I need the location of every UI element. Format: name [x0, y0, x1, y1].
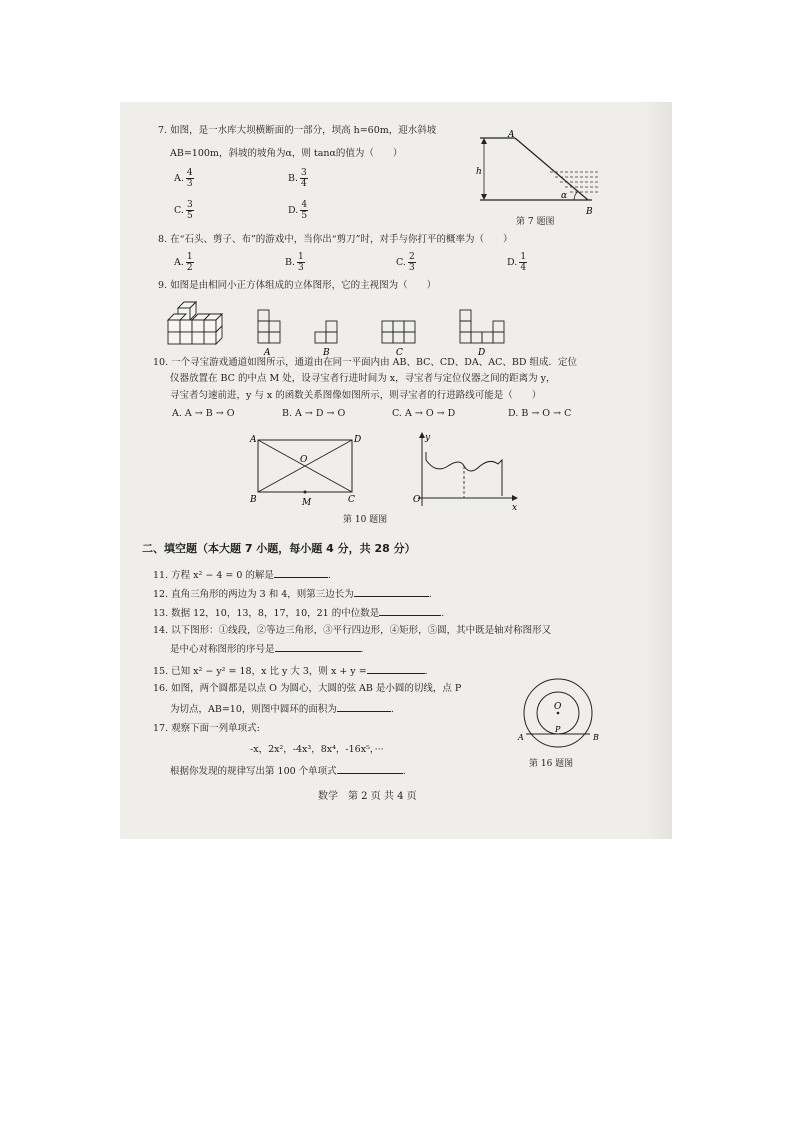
q7-option-b: B. $\frac{3}{4}$: [288, 168, 307, 189]
q10-option-a: A. A → B → O: [172, 408, 235, 419]
q16-caption: 第 16 题图: [529, 759, 574, 769]
q8-option-b: B. $\frac{1}{3}$: [285, 252, 304, 273]
q7-caption: 第 7 题图: [516, 217, 555, 227]
q12-line: 12. 直角三角形的两边为 3 和 4，则第三边长为 .: [153, 586, 432, 601]
q14-line1: 14. 以下图形：①线段，②等边三角形，③平行四边形，④矩形，⑤圆，其中既是轴对称图形又: [153, 625, 552, 636]
q8-option-c: C. $\frac{2}{3}$: [396, 252, 415, 273]
q9-view-a: [258, 310, 280, 343]
q14-answer-blank[interactable]: [275, 641, 361, 652]
q10-label-c: C: [348, 495, 355, 505]
q13-line: 13. 数据 12，10，13，8，17，10，21 的中位数是 .: [153, 605, 444, 620]
q9-view-d: [460, 310, 504, 343]
q7-label-a: A: [508, 130, 515, 140]
q11-line: 11. 方程 x² − 4 = 0 的解是 .: [153, 567, 331, 582]
q17-line3: 根据你发现的规律写出第 100 个单项式 .: [170, 763, 406, 778]
q10-axis-x: x: [512, 503, 518, 513]
section-2-heading: 二、填空题（本大题 7 小题，每小题 4 分，共 28 分）: [142, 542, 416, 555]
q9-label-b: B: [323, 348, 330, 358]
q17-line1: 17. 观察下面一列单项式:: [153, 723, 260, 734]
scanned-exam-page: [120, 102, 672, 839]
q16-label-a: A: [518, 733, 524, 742]
page-edge-shadow: [644, 102, 672, 839]
q10-label-a: A: [250, 435, 257, 445]
q10-label-d: D: [354, 435, 362, 445]
q12-answer-blank[interactable]: [354, 586, 429, 597]
q11-answer-blank[interactable]: [274, 567, 328, 578]
q16-answer-blank[interactable]: [337, 701, 391, 712]
q10-graph-figure: [408, 430, 523, 514]
q16-label-b: B: [593, 733, 599, 742]
q10-option-d: D. B → O → C: [508, 408, 572, 419]
q9-line1: 9. 如图是由相同小正方体组成的立体图形，它的主视图为（ ）: [158, 280, 437, 291]
q10-channel-figure: [248, 432, 363, 512]
q10-origin: O: [413, 495, 421, 505]
q14-line2: 是中心对称图形的序号是 .: [170, 641, 364, 656]
q7-label-b: B: [586, 207, 593, 217]
q7-option-d: D. $\frac{4}{5}$: [288, 200, 308, 221]
q8-option-a: A. $\frac{1}{2}$: [174, 252, 193, 273]
q7-dam-figure: [470, 128, 605, 224]
q16-label-p: P: [555, 725, 561, 734]
q9-solid-figure: [168, 302, 222, 344]
page-footer: 数学 第 2 页 共 4 页: [318, 791, 417, 802]
q17-series: -x，2x²，-4x³，8x⁴，-16x⁵，···: [250, 744, 384, 755]
q9-figures: [160, 296, 520, 358]
q7-label-h: h: [476, 167, 482, 177]
q16-line1: 16. 如图，两个圆都是以点 O 为圆心，大圆的弦 AB 是小圆的切线，点 P: [153, 683, 462, 694]
q9-view-b: [315, 321, 337, 343]
q10-caption: 第 10 题图: [343, 515, 388, 525]
q9-label-c: C: [396, 348, 403, 358]
q9-label-d: D: [478, 348, 486, 358]
q8-line1: 8. 在“石头、剪子、布”的游戏中，当你出“剪刀”时，对手与你打平的概率为（ ）: [158, 234, 513, 245]
q8-option-d: D. $\frac{1}{4}$: [507, 252, 527, 273]
q9-view-c: [382, 321, 415, 343]
q15-answer-blank[interactable]: [367, 663, 425, 674]
q10-axis-y: y: [425, 433, 431, 443]
q7-line2: AB=100m，斜坡的坡角为α，则 tanα的值为（ ）: [170, 148, 403, 159]
q16-circles-figure: [512, 676, 606, 750]
q10-line3: 寻宝者匀速前进，y 与 x 的函数关系图像如图所示，则寻宝者的行进路线可能是（ ）: [170, 390, 542, 401]
q10-label-b: B: [250, 495, 257, 505]
q10-option-c: C. A → O → D: [392, 408, 456, 419]
q16-label-o: O: [554, 702, 562, 712]
q16-line2: 为切点，AB=10，则图中圆环的面积为 .: [170, 701, 394, 716]
q7-line1: 7. 如图，是一水库大坝横断面的一部分，坝高 h=60m，迎水斜坡: [158, 125, 437, 136]
q10-option-b: B. A → D → O: [282, 408, 346, 419]
q10-line1: 10. 一个寻宝游戏通道如图所示，通道由在同一平面内由 AB、BC、CD、DA、AC、BD 组成．定位: [153, 357, 578, 368]
q7-label-alpha: α: [561, 191, 568, 201]
q7-option-a: A. $\frac{4}{3}$: [174, 168, 193, 189]
q13-answer-blank[interactable]: [379, 605, 441, 616]
q17-answer-blank[interactable]: [337, 763, 403, 774]
q10-label-m: M: [302, 498, 312, 508]
q15-line: 15. 已知 x² − y² = 18，x 比 y 大 3，则 x + y = .: [153, 663, 428, 678]
q10-label-o: O: [300, 455, 308, 465]
q9-label-a: A: [264, 348, 271, 358]
q7-option-c: C. $\frac{3}{5}$: [174, 200, 193, 221]
q10-line2: 仪器放置在 BC 的中点 M 处，设寻宝者行进时间为 x，寻宝者与定位仪器之间的距离为 y，: [170, 373, 556, 384]
